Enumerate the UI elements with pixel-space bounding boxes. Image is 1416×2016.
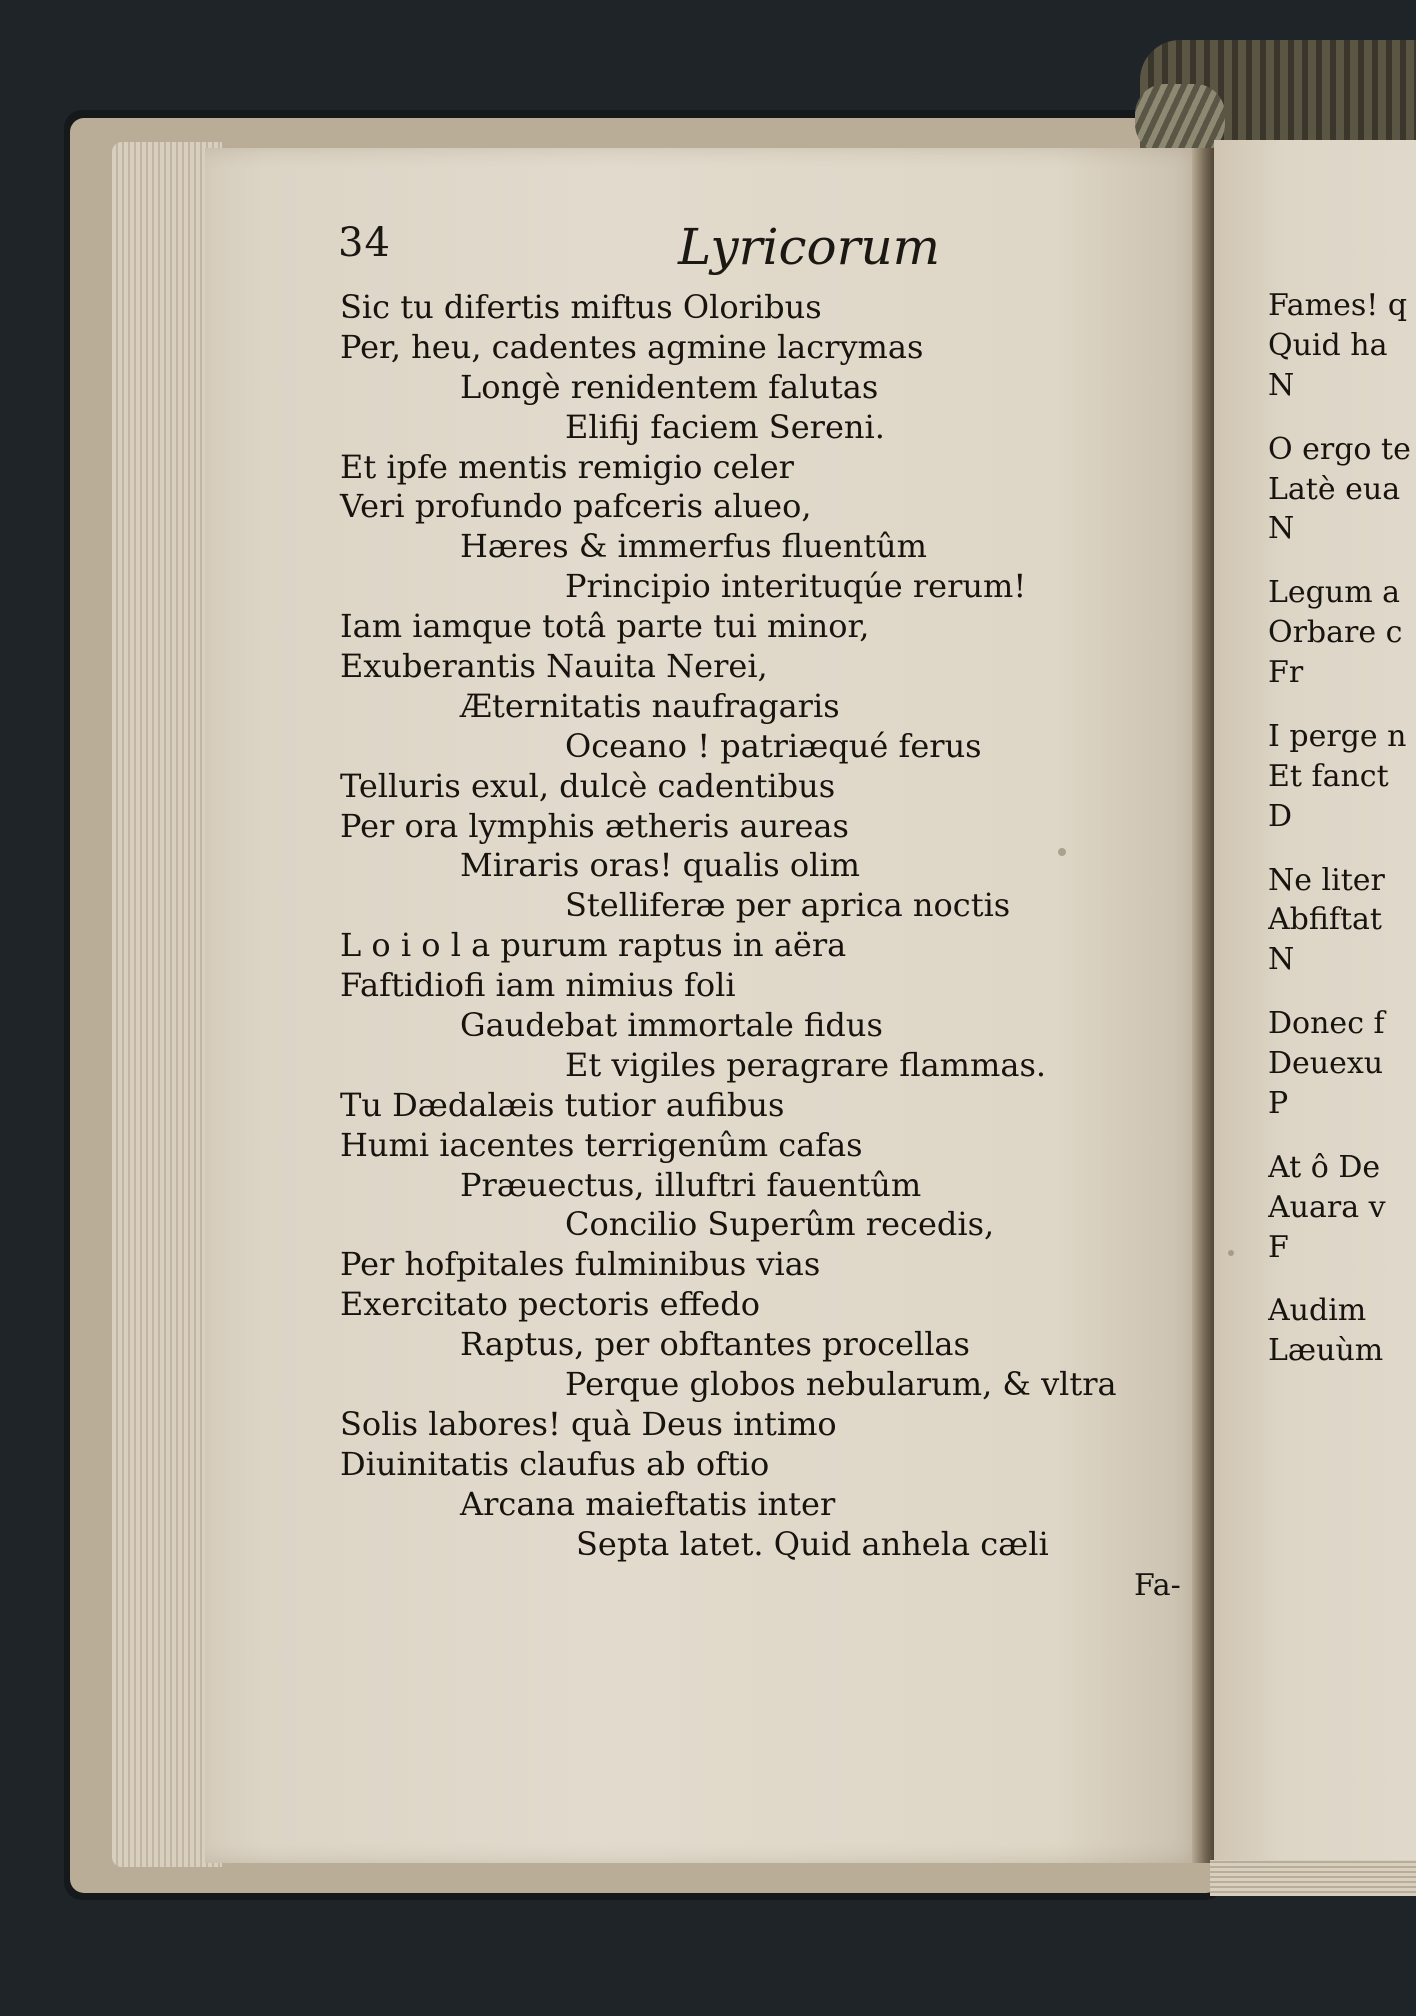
text-line: Exercitato pectoris effedo <box>340 1285 760 1324</box>
text-line: Raptus, per obftantes procellas <box>460 1325 970 1364</box>
text-line: Iam iamque totâ parte tui minor, <box>340 607 870 646</box>
text-line: Veri profundo pafceris alueo, <box>340 487 812 526</box>
text-line: Æternitatis naufragaris <box>460 686 840 725</box>
text-line: Per hofpitales fulminibus vias <box>340 1245 821 1284</box>
facing-text-line: N <box>1268 367 1295 403</box>
right-page-edge <box>1210 1860 1416 1896</box>
text-line: Præuectus, illuftri fauentûm <box>460 1165 922 1204</box>
text-line: Septa latet. Quid anhela cæli <box>576 1524 1049 1563</box>
page-number: 34 <box>338 220 391 266</box>
text-line: Principio interituqúe rerum! <box>565 567 1027 606</box>
facing-page-text <box>1268 288 1416 1438</box>
facing-text-line: Orbare c <box>1268 615 1403 651</box>
text-line: Solis labores! quà Deus intimo <box>340 1404 837 1443</box>
facing-text-line: Læuùm <box>1268 1333 1384 1369</box>
text-line: Per, heu, cadentes agmine lacrymas <box>340 327 924 366</box>
facing-text-line: Auara v <box>1268 1189 1386 1225</box>
text-line: Per ora lymphis ætheris aureas <box>340 806 849 845</box>
text-line: Oceano ! patriæqué ferus <box>565 726 982 765</box>
facing-text-line: Donec f <box>1268 1006 1385 1042</box>
text-line: Et ipfe mentis remigio celer <box>340 447 794 486</box>
text-line: Humi iacentes terrigenûm cafas <box>340 1125 863 1164</box>
catchword: Fa- <box>1134 1568 1181 1603</box>
facing-text-line: Deuexu <box>1268 1046 1384 1082</box>
text-line: Miraris oras! qualis olim <box>460 846 860 885</box>
facing-text-line: F <box>1268 1229 1289 1265</box>
text-line: Elifij faciem Sereni. <box>565 407 885 446</box>
facing-text-line: At ô De <box>1268 1149 1381 1185</box>
headband-stitching <box>1135 84 1225 154</box>
facing-text-line: N <box>1268 511 1295 547</box>
facing-text-line: Quid ha <box>1268 327 1388 363</box>
text-line: Faftidiofi iam nimius foli <box>340 966 736 1005</box>
text-line: Arcana maieftatis inter <box>460 1484 836 1523</box>
running-title: Lyricorum <box>678 218 941 276</box>
text-line: Diuinitatis claufus ab oftio <box>340 1444 770 1483</box>
running-head <box>338 220 978 290</box>
book-gutter <box>1192 148 1216 1863</box>
facing-text-line: N <box>1268 942 1295 978</box>
facing-text-line: I perge n <box>1268 718 1407 754</box>
text-line: Et vigiles peragrare flammas. <box>565 1045 1047 1084</box>
facing-text-line: D <box>1268 798 1293 834</box>
facing-text-line: Legum a <box>1268 575 1401 611</box>
text-line: Telluris exul, dulcè cadentibus <box>340 766 836 805</box>
text-line: Hæres & immerfus fluentûm <box>460 527 927 566</box>
text-line: L o i o l a purum raptus in aëra <box>340 926 847 965</box>
facing-text-line: Fr <box>1268 655 1304 691</box>
facing-text-line: Latè eua <box>1268 471 1401 507</box>
text-line: Stelliferæ per aprica noctis <box>565 886 1011 925</box>
facing-text-line: Fames! q <box>1268 288 1408 323</box>
text-line: Gaudebat immortale fidus <box>460 1006 883 1045</box>
poem-text <box>340 288 1180 1578</box>
text-line: Tu Dædalæis tutior aufibus <box>340 1085 785 1124</box>
text-line: Sic tu difertis miftus Oloribus <box>340 288 822 326</box>
text-line: Concilio Superûm recedis, <box>565 1205 995 1244</box>
text-line: Perque globos nebularum, & vltra <box>565 1365 1117 1404</box>
facing-text-line: P <box>1268 1086 1289 1121</box>
text-line: Longè renidentem falutas <box>460 367 879 406</box>
facing-text-line: Ne liter <box>1268 862 1385 898</box>
facing-text-line: Audim <box>1268 1293 1367 1329</box>
paper-spot <box>1228 1250 1234 1256</box>
facing-text-line: Et fanct <box>1268 758 1389 794</box>
facing-text-line: Abfiftat <box>1268 902 1382 938</box>
text-line: Exuberantis Nauita Nerei, <box>340 647 768 686</box>
facing-text-line: O ergo te <box>1268 431 1411 467</box>
